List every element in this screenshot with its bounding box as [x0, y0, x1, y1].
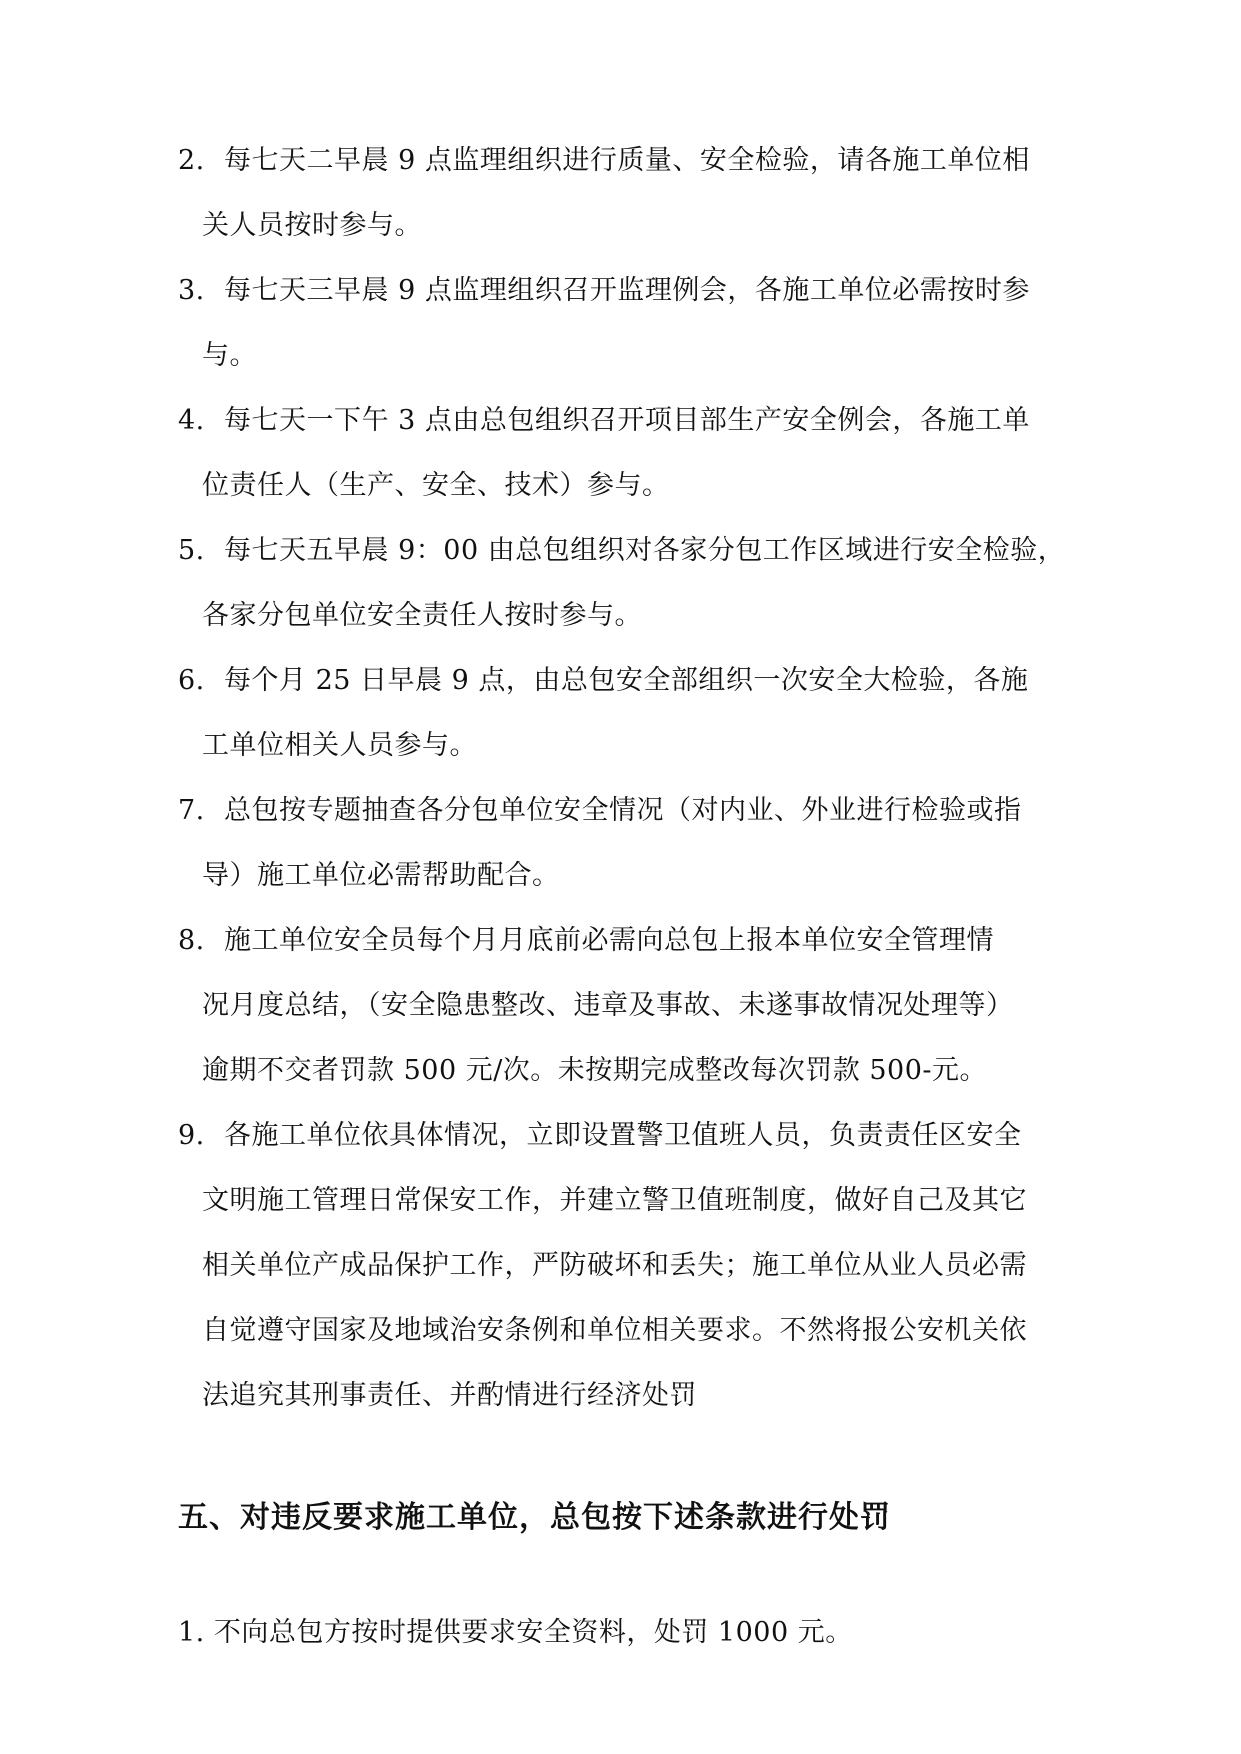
item-number: 7.: [178, 795, 205, 826]
list-item: [178, 1103, 1078, 1428]
item-text: 每七天三早晨 9 点监理组织召开监理例会，各施工单位必需按时参: [224, 275, 1030, 306]
item-text: 施工单位安全员每个月月底前必需向总包上报本单位安全管理情: [224, 925, 994, 956]
item-text: 与。: [202, 340, 257, 371]
item-number: 3.: [178, 275, 205, 306]
item-number: 6.: [178, 665, 205, 696]
item-text: 关人员按时参与。: [202, 210, 422, 241]
item-text: 导）施工单位必需帮助配合。: [202, 860, 560, 891]
list-item: [178, 518, 1078, 648]
list-item: [178, 908, 1078, 1103]
item-text: 各施工单位依具体情况，立即设置警卫值班人员，负责责任区安全: [224, 1120, 1022, 1151]
item-number: 2.: [178, 145, 205, 176]
item-number: 9.: [178, 1120, 205, 1151]
list-item: [178, 648, 1078, 778]
item-number: 4.: [178, 405, 205, 436]
item-text: 相关单位产成品保护工作，严防破坏和丢失；施工单位从业人员必需: [202, 1250, 1027, 1281]
item-text: 文明施工管理日常保安工作，并建立警卫值班制度，做好自己及其它: [202, 1185, 1027, 1216]
item-text: 每个月 25 日早晨 9 点，由总包安全部组织一次安全大检验，各施: [224, 665, 1029, 696]
list-item: [178, 258, 1078, 388]
item-text: 逾期不交者罚款 500 元/次。未按期完成整改每次罚款 500-元。: [202, 1055, 988, 1086]
item-text: 每七天五早晨 9：00 由总包组织对各家分包工作区域进行安全检验，: [224, 535, 1066, 566]
list-item: [178, 128, 1078, 258]
section-heading: 五、对违反要求施工单位，总包按下述条款进行处罚: [178, 1500, 891, 1535]
penalty-rule-1: 1. 不向总包方按时提供要求安全资料，处罚 1000 元。: [178, 1617, 853, 1648]
item-text: 总包按专题抽查各分包单位安全情况（对内业、外业进行检验或指: [224, 795, 1022, 826]
item-text: 位责任人（生产、安全、技术）参与。: [202, 470, 670, 501]
list-item: [178, 388, 1078, 518]
list-item: [178, 778, 1078, 908]
item-text: 法追究其刑事责任、并酌情进行经济处罚: [202, 1380, 697, 1411]
item-number: 5.: [178, 535, 205, 566]
item-text: 各家分包单位安全责任人按时参与。: [202, 600, 642, 631]
item-text: 自觉遵守国家及地域治安条例和单位相关要求。不然将报公安机关依: [202, 1315, 1027, 1346]
item-text: 每七天二早晨 9 点监理组织进行质量、安全检验，请各施工单位相: [224, 145, 1030, 176]
item-number: 8.: [178, 925, 205, 956]
item-text: 况月度总结，（安全隐患整改、违章及事故、未遂事故情况处理等）: [202, 990, 1014, 1021]
item-text: 工单位相关人员参与。: [202, 730, 477, 761]
item-text: 每七天一下午 3 点由总包组织召开项目部生产安全例会，各施工单: [224, 405, 1030, 436]
